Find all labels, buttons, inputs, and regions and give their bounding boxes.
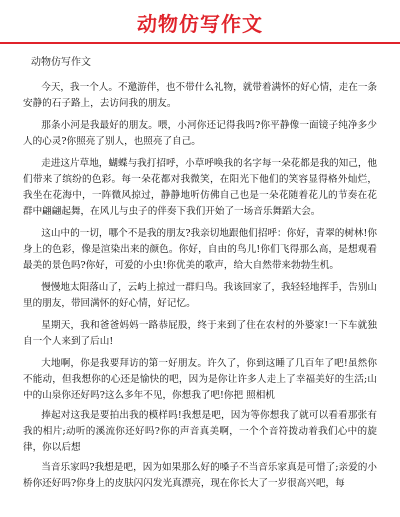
paragraph-3: 走进这片草地，蝴蝶与我打招呼，小草呼唤我的名字每一朵花都是我的知己，他们带来了缤纷的色彩。每一朵花都对我微笑，在阳光下他们的笑容显得格外灿烂，我坐在花海中，一阵微风掠过，静静地听仿佛自己也是一朵花随着花儿的节奏在花群中翩翩起舞，在风儿与虫子的伴奏下我们开始了一场音乐舞蹈大会。 bbox=[23, 158, 378, 217]
paragraph-8: 捧起对这我是要拍出我的模样吗!我想是吧，因为等你想我了就可以看看那张有我的相片;动听的溪流你还好吗?你的声音真美啊，一个个音符拨动着我们心中的旋律，你以后想 bbox=[23, 410, 377, 453]
paragraph-2: 那条小河是我最好的朋友。喂，小河你还记得我吗?你平静像一面镜子纯净多少人的心灵?你照亮了别人，也照亮了自己。 bbox=[23, 120, 377, 147]
paragraph-7: 大地啊，你是我要拜访的第一好朋友。许久了，你到这睡了几百年了吧!虽然你不能动，但我想你的心还是愉快的吧，因为是你让许多人走上了幸福美好的生活;山中的山泉你还好吗?这么多年不见，你想我了吧!你把 照相机 bbox=[23, 358, 377, 401]
paragraph-5: 慢慢地太阳落山了，云屿上掠过一群归鸟。我该回家了，我轻轻地挥手，告别山里的朋友，带回满怀的好心情，好记忆。 bbox=[23, 282, 378, 309]
document-title: 动物仿写作文 bbox=[137, 12, 263, 36]
article-heading: 动物仿写作文 bbox=[31, 57, 91, 68]
paragraph-6: 星期天，我和爸爸妈妈一路恭屁股，终于来到了住在农村的外婆家!一下车就独自一个人来到了后山! bbox=[23, 320, 377, 347]
title-underline bbox=[0, 42, 400, 44]
paragraph-9: 当音乐家吗?我想是吧，因为如果那么好的嗓子不当音乐家真是可惜了;亲爱的小桥你还好吗?你身上的皮肤闪闪发光真漂亮，现在你长大了一岁很高兴吧，每 bbox=[23, 462, 377, 489]
document-body bbox=[23, 56, 377, 496]
paragraph-4: 这山中的一切，哪个不是我的朋友?我亲切地跟他们招呼：你好，青翠的树林!你身上的色彩，像是渲染出来的颜色。你好，自由的鸟儿!你们飞得那么高，是想观看最美的景色吗?你好，可爱的小虫!你优美的歌声，给大自然带来勃勃生机。 bbox=[23, 228, 377, 271]
paragraph-1: 今天，我一个人。不邀游伴，也不带什么礼物，就带着满怀的好心情，走在一条安静的石子路上，去访问我的朋友。 bbox=[23, 82, 378, 109]
